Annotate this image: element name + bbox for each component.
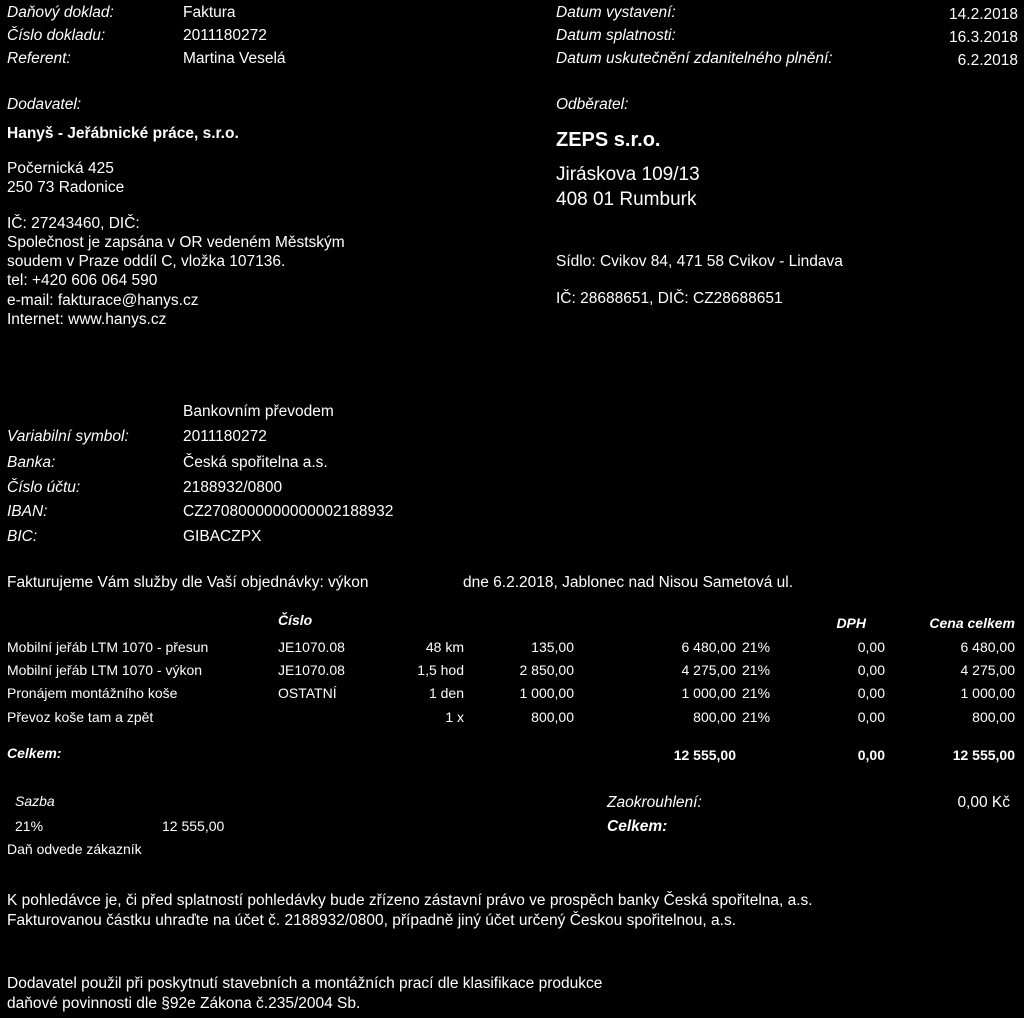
- items-total-total: 12 555,00: [952, 747, 1015, 763]
- item-2-price: 2 850,00: [519, 662, 574, 678]
- supplier-street: Počernická 425: [7, 160, 114, 177]
- item-3-price: 1 000,00: [519, 685, 574, 701]
- note-2-line-2: daňové povinnosti dle §92e Zákona č.235/2004 Sb.: [7, 995, 361, 1012]
- due-date-label: Datum splatnosti:: [556, 27, 676, 44]
- referent-label: Referent:: [7, 50, 71, 67]
- item-3-total: 1 000,00: [960, 685, 1015, 701]
- doc-number-value: 2011180272: [183, 27, 267, 44]
- item-3-name: Pronájem montážního koše: [7, 685, 178, 701]
- supplier-email: e-mail: fakturace@hanys.cz: [7, 292, 199, 309]
- item-1-qty: 48 km: [425, 639, 464, 655]
- item-2-rate: 21%: [742, 662, 771, 678]
- supplier-city: 250 73 Radonice: [7, 179, 125, 196]
- item-4-rate: 21%: [742, 709, 771, 725]
- taxable-date-value: 6.2.2018: [957, 52, 1018, 69]
- taxable-date-label: Datum uskutečnění zdanitelného plnění:: [556, 50, 833, 67]
- issue-date-value: 14.2.2018: [949, 6, 1018, 23]
- item-1-base: 6 480,00: [681, 639, 736, 655]
- item-2-dph: 0,00: [857, 662, 885, 678]
- iban-value: CZ2708000000000002188932: [183, 503, 394, 520]
- customer-heading: Odběratel:: [556, 96, 629, 113]
- item-1-rate: 21%: [742, 639, 771, 655]
- bank-label: Banka:: [7, 454, 56, 471]
- col-header-code: Číslo: [278, 612, 313, 628]
- item-3-code: OSTATNÍ: [278, 685, 337, 701]
- item-2-name: Mobilní jeřáb LTM 1070 - výkon: [7, 662, 203, 678]
- item-1-dph: 0,00: [857, 639, 885, 655]
- supplier-ids: IČ: 27243460, DIČ:: [7, 215, 140, 232]
- item-1-total: 6 480,00: [960, 639, 1015, 655]
- items-total-label: Celkem:: [7, 745, 62, 761]
- customer-street: Jiráskova 109/13: [556, 164, 700, 185]
- rounding-value: 0,00 Kč: [957, 794, 1010, 811]
- grand-total-label: Celkem:: [607, 818, 668, 835]
- bic-value: GIBACZPX: [183, 528, 262, 545]
- item-2-qty: 1,5 hod: [417, 662, 464, 678]
- col-header-dph: DPH: [836, 615, 866, 631]
- note-2-line-1: Dodavatel použil při poskytnutí stavebních a montážních prací dle klasifikace produkce: [7, 975, 603, 992]
- item-2-total: 4 275,00: [960, 662, 1015, 678]
- item-4-qty: 1 x: [445, 709, 464, 725]
- customer-seat: Sídlo: Cvikov 84, 471 58 Cvikov - Lindava: [556, 253, 843, 270]
- item-4-base: 800,00: [693, 709, 736, 725]
- bank-value: Česká spořitelna a.s.: [183, 454, 328, 471]
- supplier-heading: Dodavatel:: [7, 96, 82, 113]
- note-1-line-2: Fakturovanou částku uhraďte na účet č. 2188932/0800, případně jiný účet určený Českou spořitelnou, a.s.: [7, 912, 737, 929]
- item-1-code: JE1070.08: [278, 639, 345, 655]
- items-total-base: 12 555,00: [673, 747, 736, 763]
- item-3-rate: 21%: [742, 685, 771, 701]
- item-2-code: JE1070.08: [278, 662, 345, 678]
- vat-rate-value: 21%: [15, 818, 44, 834]
- item-3-dph: 0,00: [857, 685, 885, 701]
- item-4-total: 800,00: [972, 709, 1015, 725]
- vat-base-value: 12 555,00: [162, 818, 225, 834]
- customer-ids: IČ: 28688651, DIČ: CZ28688651: [556, 290, 783, 307]
- payment-method: Bankovním převodem: [183, 403, 334, 420]
- item-2-base: 4 275,00: [681, 662, 736, 678]
- note-1-line-1: K pohledávce je, či před splatností pohledávky bude zřízeno zástavní právo ve prospěch banky Česká spořitelna, a.s.: [7, 892, 813, 909]
- items-total-dph: 0,00: [857, 747, 885, 763]
- vat-note: Daň odvede zákazník: [7, 841, 142, 857]
- item-4-name: Převoz koše tam a zpět: [7, 709, 154, 725]
- col-header-total: Cena celkem: [929, 615, 1015, 631]
- item-3-qty: 1 den: [428, 685, 464, 701]
- doc-number-label: Číslo dokladu:: [7, 27, 106, 44]
- supplier-registry-1: Společnost je zapsána v OR vedeném Městským: [7, 234, 345, 251]
- doc-type-value: Faktura: [183, 4, 236, 21]
- supplier-web: Internet: www.hanys.cz: [7, 311, 167, 328]
- supplier-name: Hanyš - Jeřábnické práce, s.r.o.: [7, 125, 239, 142]
- intro-text: Fakturujeme Vám služby dle Vaší objednávky: výkon: [7, 574, 369, 591]
- item-4-price: 800,00: [531, 709, 574, 725]
- account-value: 2188932/0800: [183, 479, 283, 496]
- due-date-value: 16.3.2018: [949, 29, 1018, 46]
- supplier-registry-2: soudem v Praze oddíl C, vložka 107136.: [7, 253, 286, 270]
- intro-text-2: dne 6.2.2018, Jablonec nad Nisou Sametová ul.: [463, 574, 794, 591]
- variable-symbol-label: Variabilní symbol:: [7, 428, 129, 445]
- rounding-label: Zaokrouhlení:: [607, 794, 702, 811]
- referent-value: Martina Veselá: [183, 50, 286, 67]
- item-1-name: Mobilní jeřáb LTM 1070 - přesun: [7, 639, 209, 655]
- customer-city: 408 01 Rumburk: [556, 189, 697, 210]
- doc-type-label: Daňový doklad:: [7, 4, 114, 21]
- issue-date-label: Datum vystavení:: [556, 4, 676, 21]
- customer-name: ZEPS s.r.o.: [556, 129, 661, 151]
- bic-label: BIC:: [7, 528, 38, 545]
- item-3-base: 1 000,00: [681, 685, 736, 701]
- iban-label: IBAN:: [7, 503, 48, 520]
- supplier-tel: tel: +420 606 064 590: [7, 272, 158, 289]
- vat-rate-label: Sazba: [15, 793, 55, 809]
- variable-symbol-value: 2011180272: [183, 428, 267, 445]
- item-4-dph: 0,00: [857, 709, 885, 725]
- account-label: Číslo účtu:: [7, 479, 81, 496]
- item-1-price: 135,00: [531, 639, 574, 655]
